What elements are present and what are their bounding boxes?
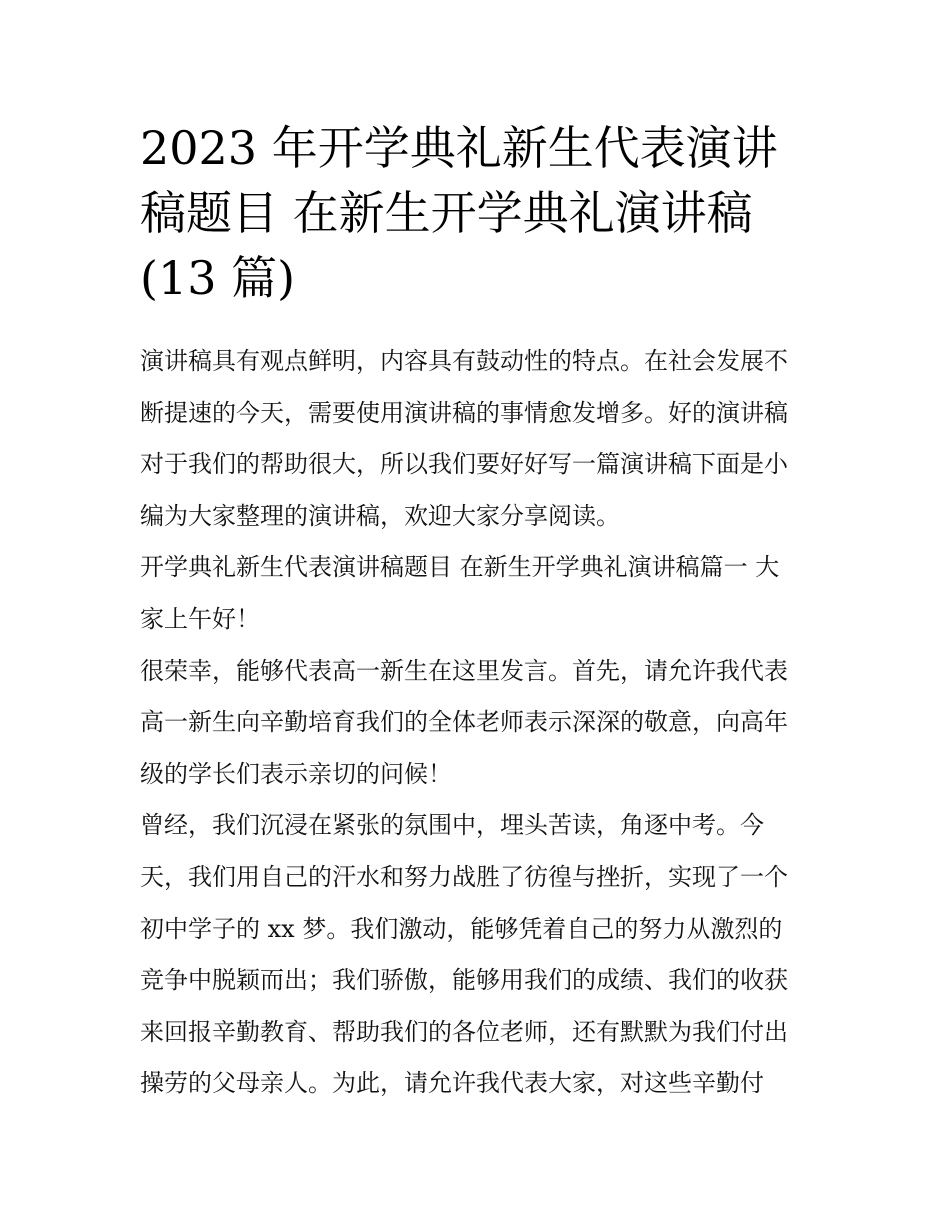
paragraph-honor: 很荣幸，能够代表高一新生在这里发言。首先，请允许我代表 高一新生向辛勤培育我们的全体老师表示深深的敬意，向高年 级的学长们表示亲切的问候！ xyxy=(140,656,788,788)
paragraph-past-efforts: 曾经，我们沉浸在紧张的氛围中，埋头苦读，角逐中考。今 天，我们用自己的汗水和努力战胜了彷徨与挫折，实现了一个 初中学子的 xx 梦。我们激动，能够凭着自己的努力从激烈的 竞争中脱颖而出；我们骄傲，能够用我们的成绩、我们的收获 来回报辛勤教育、帮助我们的各位老师，还有默默为我们付出 操劳的父母亲人。为此，请允许我代表大家，对这些辛勤付 xyxy=(140,811,788,1098)
paragraph-heading-greeting: 开学典礼新生代表演讲稿题目 在新生开学典礼演讲稿篇一 大 家上午好！ xyxy=(140,553,780,633)
document-title: 2023 年开学典礼新生代表演讲 稿题目 在新生开学典礼演讲稿 (13 篇) xyxy=(140,121,778,305)
document-body xyxy=(140,336,812,1110)
paragraph-intro: 演讲稿具有观点鲜明，内容具有鼓动性的特点。在社会发展不 断提速的今天，需要使用演讲稿的事情愈发增多。好的演讲稿 对于我们的帮助很大，所以我们要好好写一篇演讲稿下面是小 编为大家整理的演讲稿，欢迎大家分享阅读。 xyxy=(140,347,788,530)
document-content xyxy=(140,116,812,1110)
